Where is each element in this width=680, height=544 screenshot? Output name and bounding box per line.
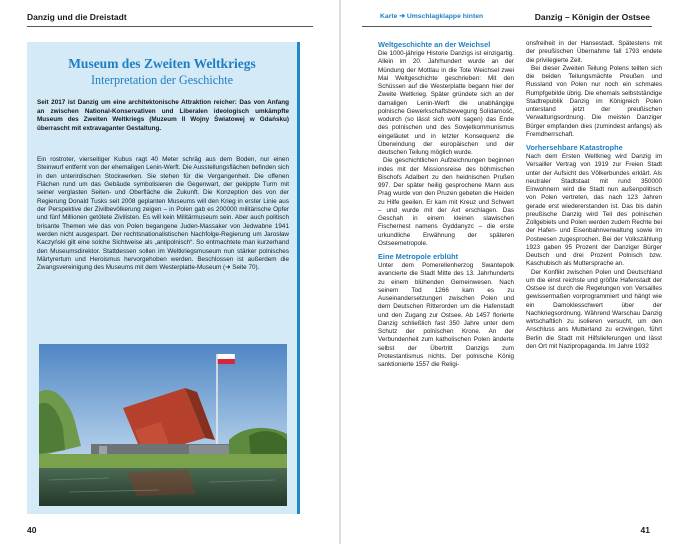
right-page: [340, 0, 680, 544]
paragraph: Nach dem Ersten Weltkrieg wird Danzig im Versailler Vertrag von 1919 zur Freien Stadt unter der Aufsicht des Völkerbundes erklärt. Als neutraler Stadtstaat mit rund 350000 Einwohnern wird die Stadt nun außenpolitisch von Polen vertreten, das nach 123 Jahren gerade erst wiedererstanden ist. Das bis dahin preußische Danzig wird Teil des polnischen Zollgebiets und Polen werden zudem Rechte bei der Hafen- und Eisenbahnverwaltung sowie im Postwesen zugesprochen. Bei der Volkszählung 1923 gaben 95 Prozent der Danziger Bürger Deutsch und drei Prozent Polnisch bzw. Kaschubisch als Muttersprache an.: [526, 153, 662, 268]
map-cross-reference: Karte ➜ Umschlagklappe hinten: [380, 13, 484, 20]
text-column-2: [526, 40, 662, 351]
text-column-1: [378, 40, 514, 369]
page-number-left: 40: [27, 525, 37, 535]
box-title: Museum des Zweiten Weltkriegs: [68, 56, 256, 71]
header-rule-right: [362, 26, 652, 27]
info-box: [27, 42, 300, 514]
paragraph: Unter dem Pomerellenherzog Swantepolk avancierte die Stadt Mitte des 13. Jahrhunderts zu einem blühenden Gemeinwesen. Nach seinem Tod 1266 kam es zu Auseinandersetzungen zwischen Polen und dem Deutschen Ritterorden um die Hafenstadt und den Zugang zur Ostsee. Ab 1457 florierte Danzig schließlich fast 350 Jahre unter dem Schutz der polnischen Krone. An der Verbundenheit zum katholischen Polen änderte selbst der Übertritt Danzigs zum Protestantismus nichts. Der polnische König sanktionierte 1557 die Religi-: [378, 262, 514, 368]
header-rule-left: [27, 26, 313, 27]
section-heading: Eine Metropole erblüht: [378, 252, 459, 261]
museum-photo-illustration: [39, 344, 287, 506]
paragraph: Bei dieser Zweiten Teilung Polens teilten sich die beiden Teilungsmächte Preußen und Russland von Polen nur noch ein schmales Rumpfgebilde übrig. Die ehemals selbstständige Stadtrepublik Danzig im Königreich Polen unterstand jetzt der preußischen Verwaltungsordnung. Die meisten Danziger Bürger empfanden dies (zumindest anfangs) als Fremdherrschaft.: [526, 64, 662, 138]
running-head-right: Danzig – Königin der Ostsee: [534, 12, 650, 22]
box-body-paragraph: Ein rostroter, vierseitiger Kubus ragt 40 Meter schräg aus dem Boden, nur einen Steinwurf entfernt von der ehemaligen Lenin-Werft. Die Ausstellungsflächen befinden sich in den unterirdischen Stockwerken. Sie stehen für die Vergangenheit. Die offenen Flächen rund um das Gebäude symbolisieren die Gegenwart, der gekippte Turm mit seiner verglasten Seiten- und Oberfläche die Zukunft. Die Konzeption des von der Regierung Donald Tusks seit 2008 geplanten Museums will den Krieg in erster Linie aus der Perspektive der Zivilbevölkerung zeigen – in Polen gab es 200000 militärische Opfer und fünf Millionen getötete Zivilisten. Es will kein Militärmuseum sein. Aber auch politisch brisante Themen wie das von Polen begangene Juden-Massaker von Jedwabne 1941 werden nicht ausgespart. Der rechtsnationalistischen Nachfolge-Regierung um Jarosław Kaczyński gilt eine solche Sichtweise als „antipolnisch“. So entmachtete man kurzerhand den Museumsdirektor. Stattdessen sollen im Weltkriegsmuseum nun stärker polnisches Märtyrertum und Heroismus hervorgehoben werden. Beschlossen ist außerdem die Zwangsvereinigung des Museums mit dem Westerplatte-Museum (➜ Seite 70).: [37, 156, 289, 272]
paragraph: Die 1000-jährige Historie Danzigs ist einzigartig. Allein im 20. Jahrhundert wurde an der Mündung der Mottlau in die Tote Weichsel zwei Mal Weltgeschichte geschrieben: Mit den Schüssen auf die Westerplatte begann hier der Zweite Weltkrieg. Später gründete sich an der damaligen Lenin-Werft die unabhängige polnische Gewerkschaftsbewegung Solidarność, wodurch (so lässt sich wohl sagen) das Ende des polnischen und des Sowjetkommunismus eingeläutet und in letzter Konsequenz die Überwindung der europäischen und der deutschen Teilung möglich wurde.: [378, 50, 514, 156]
section-heading: Weltgeschichte an der Weichsel: [378, 40, 491, 49]
paragraph: Die geschichtlichen Aufzeichnungen beginnen indes mit der Missionsreise des böhmischen Bischofs Adalbert zu den heidnischen Prußen 997. Der später heilig gesprochene Mann aus Prag wurde von den Pruzen gebeten die Heiden zu Hilfe geeilen. Er kam mit Kreuz und Schwert – und wurde mit der Axt erschlagen. Das Geschah in einem kleinen slawischen Fischernest namens Gyddanyzc – die erste urkundliche Erwähnung der späteren Ostseemetropole.: [378, 157, 514, 247]
section-heading: Vorhersehbare Katastrophe: [526, 143, 623, 152]
running-head-left: Danzig und die Dreistadt: [27, 12, 127, 22]
paragraph: onsfreiheit in der Hansestadt. Spätestens mit der preußischen Übernahme fall 1793 endete die privilegierte Zeit.: [526, 40, 662, 64]
box-subtitle: Interpretation der Geschichte: [90, 73, 234, 87]
museum-photo: [39, 344, 287, 506]
paragraph: Der Konflikt zwischen Polen und Deutschland um die einst reichste und größte Hafenstadt der Ostsee ist durch die Regelungen von Versailles gewissermaßen vorprogrammiert und hängt wie ein Damoklesschwert über der Nachkriegsordnung. Während Warschau Danzig wirtschaftlich zu isolieren versucht, um den Anschluss ans Mutterland zu erzwingen, führt Berlin die Stadt mit Hilfslieferungen und lässt den Ort mit Nazipropaganda. Im Jahre 1932: [526, 268, 662, 350]
page-number-right: 41: [640, 525, 650, 535]
box-lead-paragraph: Seit 2017 ist Danzig um eine architektonische Attraktion reicher: Das von Anfang an zwischen National-Konservativen und Liberalen ideologisch umkämpfte Museum des Zweiten Weltkriegs (Muzeum II Wojny Światowej w Gdańsku) überrascht mit extravaganter Gestaltung.: [37, 99, 289, 132]
